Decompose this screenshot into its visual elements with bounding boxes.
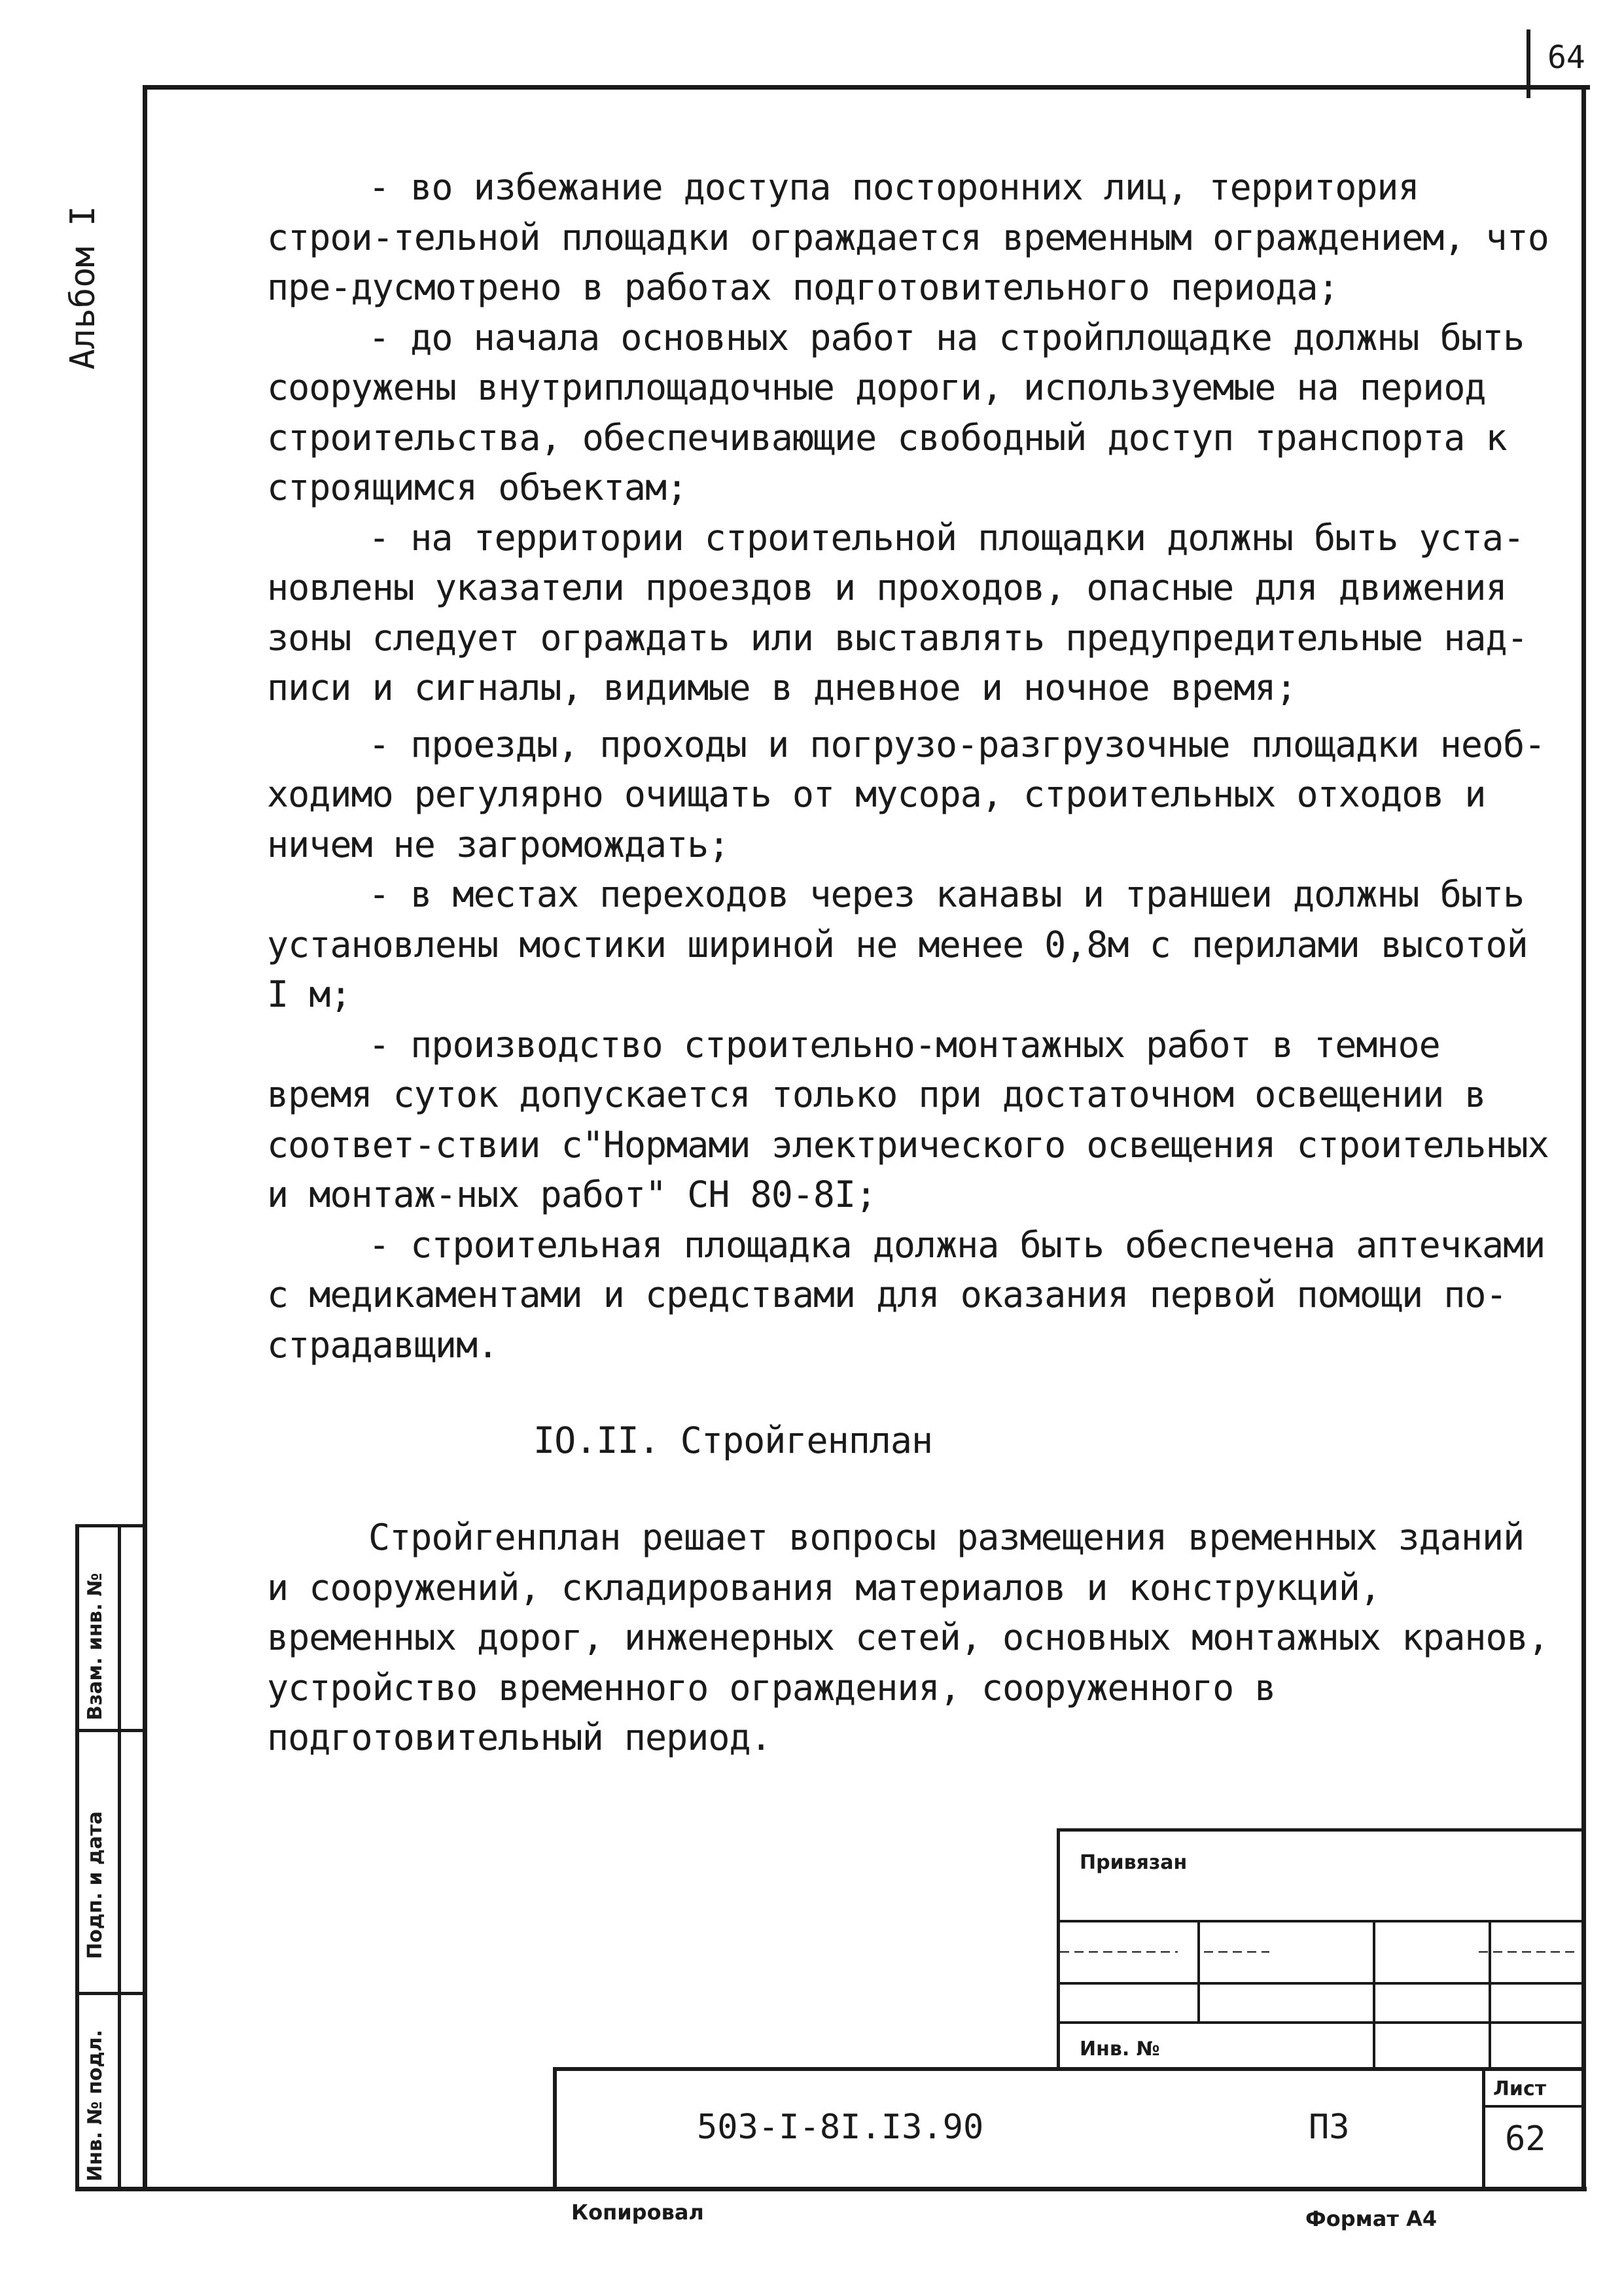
paragraph: - во избежание доступа посторонних лиц, территория строи-тельной площадки ограждается временным ограждением, что пре-дусмотрено в работах подготовительного периода; [267, 166, 1549, 308]
document-code: 503-I-8I.I3.90 [697, 2108, 984, 2147]
document-type: ПЗ [1309, 2108, 1350, 2147]
inv-label: Инв. № [1080, 2038, 1160, 2061]
section-heading: IO.II. Стройгенплан [533, 1419, 933, 1461]
body-text [267, 162, 1549, 1370]
sheet-number: 62 [1505, 2119, 1546, 2159]
section-body [267, 1512, 1549, 1763]
paragraph: - до начала основных работ на стройплощадке должны быть сооружены внутриплощадочные дороги, используемые на период строительства, обеспечивающие свободный доступ транспорта к строящимся объектам; [267, 316, 1525, 508]
bound-label: Привязан [1080, 1851, 1188, 1874]
section-paragraph: Стройгенплан решает вопросы размещения временных зданий и сооружений, складирования материалов и конструкций, временных дорог, инженерных сетей, основных монтажных кранов, устройство временного ограждения, сооруженного в подготовительный период. [267, 1516, 1549, 1758]
paragraph: - производство строительно-монтажных работ в темное время суток допускается только при достаточном освещении в соответ-ствии с"Нормами электрического освещения строительных и монтаж-ных работ" СН 80-8I; [267, 1023, 1549, 1215]
stamp-orig-inv: Инв. № подл. [84, 2029, 107, 2182]
paragraph: - проезды, проходы и погрузо-разгрузочные площадки необ-ходимо регулярно очищать от мусора, строительных отходов и ничем не загромождать; [267, 723, 1545, 865]
sheet-label: Лист [1493, 2078, 1547, 2100]
album-label: Альбом I [63, 205, 103, 370]
paragraph: - строительная площадка должна быть обеспечена аптечками с медикаментами и средствами для оказания первой помощи по-страдавщим. [267, 1223, 1545, 1366]
stamp-sign-date: Подп. и дата [84, 1811, 107, 1959]
page-number: 64 [1547, 39, 1585, 76]
paragraph: - на территории строительной площадки должны быть уста-новлены указатели проездов и проходов, опасные для движения зоны следует ограждать или выставлять предупредительные над-писи и сигналы, видимые в дневное и ночное время; [267, 516, 1528, 708]
format-label: Формат А4 [1305, 2206, 1438, 2231]
copied-label: Копировал [571, 2200, 704, 2225]
paragraph: - в местах переходов через канавы и траншеи должны быть установлены мостики шириной не менее 0,8м с перилами высотой I м; [267, 873, 1528, 1015]
stamp-replace-inv: Взам. инв. № [84, 1573, 107, 1720]
